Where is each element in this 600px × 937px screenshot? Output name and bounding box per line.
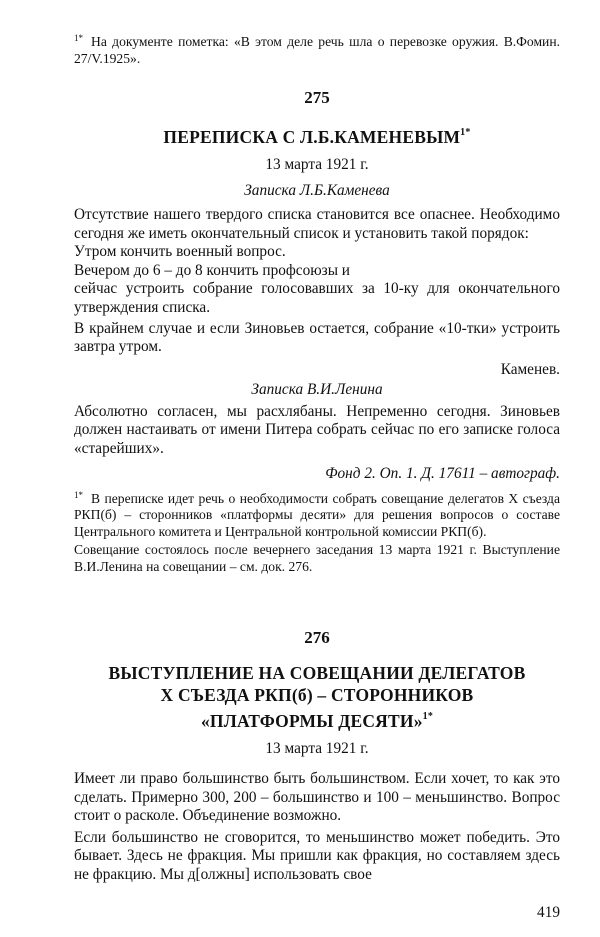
top-footnote bbox=[74, 30, 560, 67]
title-footnote-mark: 1* bbox=[422, 711, 434, 722]
title-footnote-mark: 1* bbox=[460, 127, 471, 138]
paragraph: Утром кончить военный вопрос. bbox=[74, 243, 286, 261]
paragraph: Вечером до 6 – до 8 кончить профсоюзы и bbox=[74, 261, 350, 279]
document-title: ПЕРЕПИСКА С $Л.Б.КАМЕНЕВЫМ^{1*}$ bbox=[163, 127, 471, 147]
document-number: 275 bbox=[304, 88, 330, 107]
paragraph: Абсолютно согласен, мы расхлябаны. Непременно сегодня. Зиновьев должен настаивать от имени Питера собрать сейчас по его записке голоса «старейших». bbox=[74, 402, 560, 457]
footnote-mark: 1* bbox=[74, 489, 83, 500]
signature: Каменев. bbox=[500, 360, 560, 378]
paragraph: В крайнем случае и если Зиновьев остается, собрание «10-тки» устроить завтра утром. bbox=[74, 319, 560, 356]
page-number: 419 bbox=[537, 904, 560, 921]
note-heading-kamenev: Записка Л.Б.Каменева bbox=[244, 182, 390, 199]
footnote-text: $^{1*}$ На документе пометка: «В этом деле речь шла о перевозке оружия. В.Фомин. 27/V.1925». bbox=[74, 33, 560, 66]
footnote-mark: 1* bbox=[74, 33, 83, 43]
paragraph: Если большинство не сговорится, то меньшинство может победить. Это бывает. Здесь не фракция. Мы пришли как фракция, но составляем здесь не фракцию. Мы д[олжны] использовать свое bbox=[74, 828, 560, 883]
footnote-text: $^{1*}$ В переписке идет речь о необходимости собрать совещание делегатов X съезда РКП(б) – сторонников «платформы десяти» для решения вопросов о составе Центрального комитета и Центральной контрольной комиссии РКП(б). bbox=[74, 489, 560, 539]
paragraph: Отсутствие нашего твердого списка становится все опаснее. Необходимо сегодня же иметь окончательный список и установить такой порядок: bbox=[74, 206, 560, 242]
document-275 bbox=[74, 88, 560, 576]
note-body-kamenev bbox=[74, 206, 560, 357]
document-date: 13 марта 1921 г. bbox=[265, 156, 369, 173]
archive-reference: Фонд 2. Оп. 1. Д. 17611 – автограф. bbox=[325, 464, 560, 482]
footnote-text: Совещание состоялось после вечернего заседания 13 марта 1921 г. Выступление В.И.Ленина на совещании – см. док. 276. bbox=[74, 542, 560, 574]
title-line: ВЫСТУПЛЕНИЕ НА СОВЕЩАНИИ ДЕЛЕГАТОВ bbox=[108, 663, 526, 683]
document-title bbox=[74, 662, 560, 732]
document-276 bbox=[74, 628, 560, 885]
paragraph: сейчас устроить собрание голосовавших за 10-ку для окончательного утверждения списка. bbox=[74, 280, 560, 316]
title-line: «ПЛАТФОРМЫ ДЕСЯТИ»$^{1*}$ bbox=[200, 711, 434, 731]
document-footnote bbox=[74, 487, 560, 576]
paragraph: Имеет ли право большинство быть большинством. Если хочет, то как это сделать. Примерно 300, 200 – большинство и 100 – меньшинство. Вопрос стоит о расколе. Объединение возможно. bbox=[74, 770, 560, 825]
note-heading-lenin: Записка В.И.Ленина bbox=[251, 380, 383, 398]
document-number: 276 bbox=[304, 628, 330, 647]
document-date: 13 марта 1921 г. bbox=[265, 740, 369, 757]
title-line: X СЪЕЗДА РКП(б) – СТОРОННИКОВ bbox=[160, 685, 474, 705]
